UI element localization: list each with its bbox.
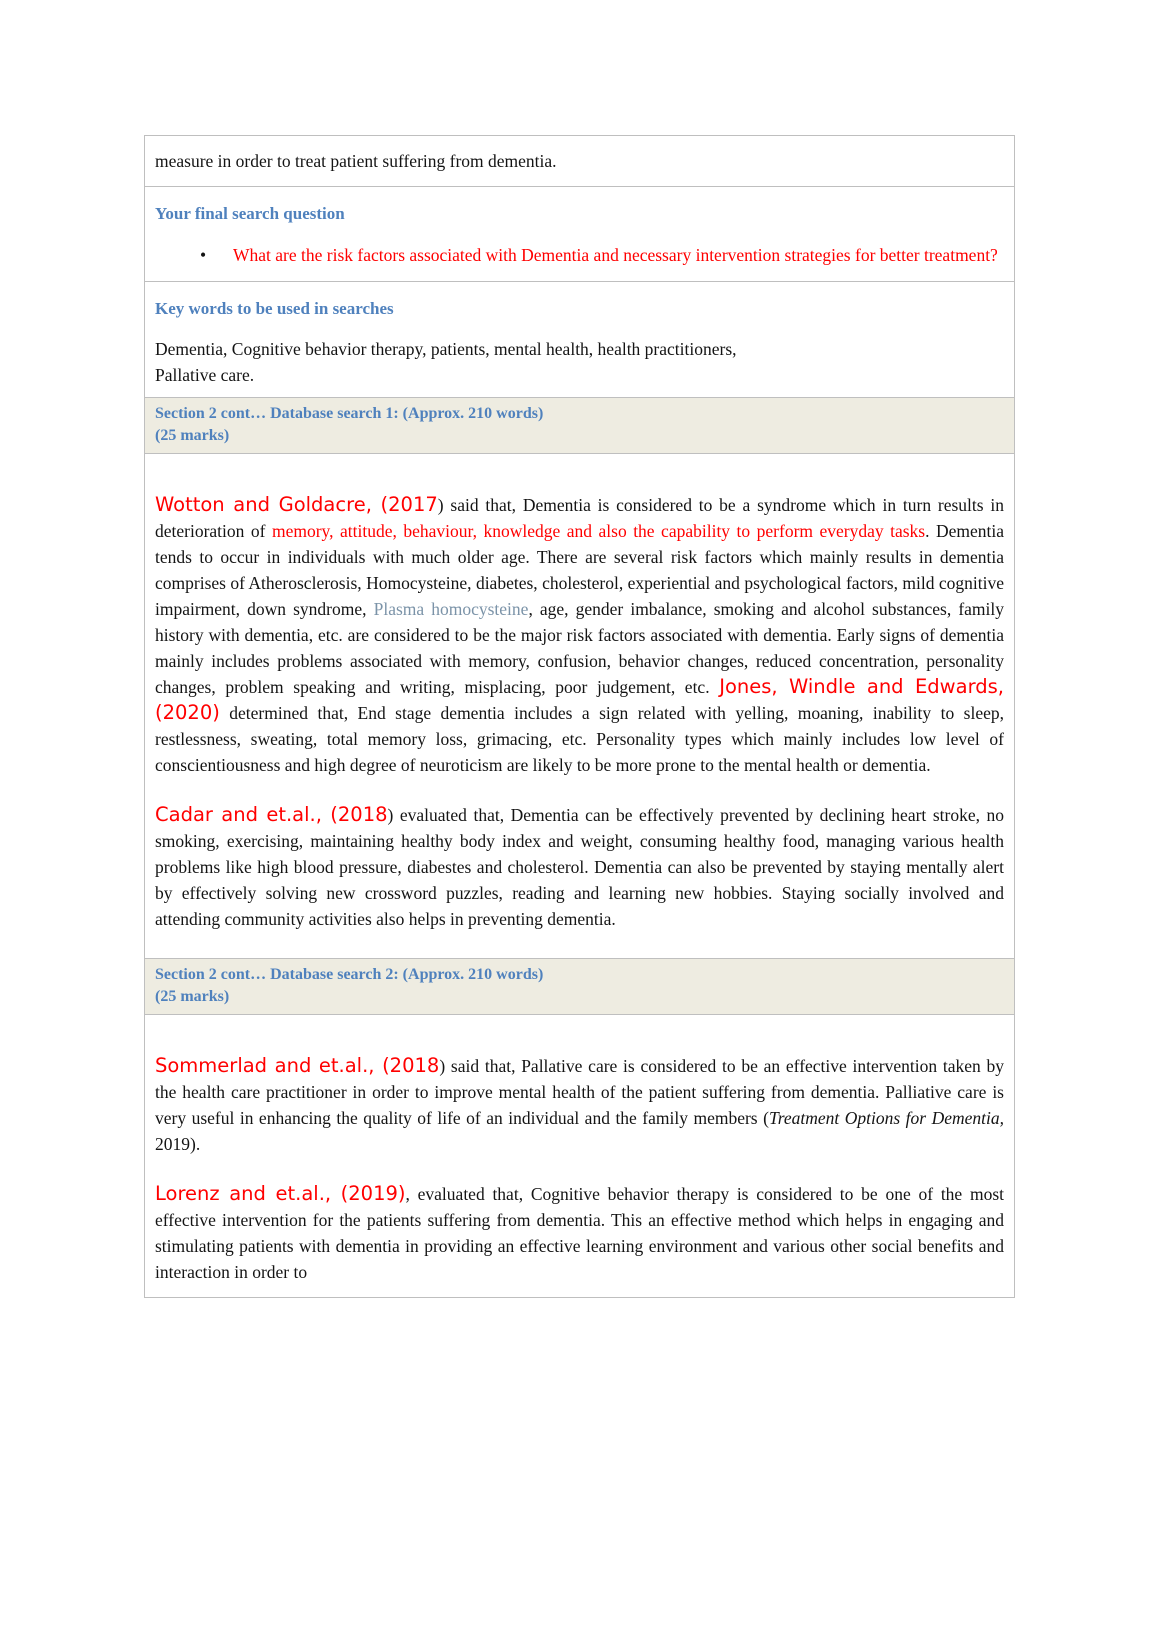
keywords-text xyxy=(155,336,1004,388)
final-question-heading: Your final search question xyxy=(155,204,345,223)
citation-jones-windle-edwards: Jones, Windle and Edwards, (2020) xyxy=(155,675,1004,724)
body-text-segment: determined that, End stage dementia includes a sign related with yelling, moaning, inability to sleep, restlessness, sweating, total memory loss, grimacing, etc. Personality types which mainly includes low level of conscientiousness and high degree of neuroticism are likely to be more prone to the mental health or dementia. xyxy=(155,703,1004,775)
search1-paragraph-1 xyxy=(155,492,1004,778)
keywords-row xyxy=(144,282,1015,398)
citation-lorenz: Lorenz and et.al., (2019) xyxy=(155,1182,406,1205)
assignment-table xyxy=(144,135,1015,1298)
keywords-line-1: Dementia, Cognitive behavior therapy, patients, mental health, health practitioners, xyxy=(155,339,737,359)
red-highlight-segment: memory, attitude, behaviour, knowledge and also the capability to perform everyday tasks xyxy=(271,521,926,541)
body-text-segment: . Dementia tends to occur in individuals with much older age. There are several risk factors which mainly results in dementia comprises of Atherosclerosis, Homocysteine, diabetes, cholesterol, experiential and psychological factors, mild cognitive impairment, down syndrome, xyxy=(155,521,1005,619)
body-text-segment: ) said that, Dementia is considered to be a syndrome which in turn results in deterioration of xyxy=(155,495,1004,541)
search2-paragraph-1 xyxy=(155,1053,1004,1157)
final-question-row xyxy=(144,187,1015,282)
question-text: What are the risk factors associated with Dementia and necessary intervention strategies for better treatment? xyxy=(233,245,998,265)
intro-text-row xyxy=(144,136,1015,187)
search1-paragraph-2 xyxy=(155,802,1004,932)
section-header-search1-marks: (25 marks) xyxy=(155,427,230,444)
body-text-segment: , evaluated that, Cognitive behavior therapy is considered to be one of the most effective intervention for the patients suffering from dementia. This an effective method which helps in engaging and stimulating patients with dementia in providing an effective learning environment and various other social benefits and interaction in order to xyxy=(155,1184,1004,1282)
citation-cadar: Cadar and et.al., (2018 xyxy=(155,803,388,826)
intro-text: measure in order to treat patient suffering from dementia. xyxy=(155,151,557,171)
italic-reference-segment: Treatment Options for Dementia, xyxy=(768,1108,1004,1128)
section-header-search2-title: Section 2 cont… Database search 2: (Approx. 210 words) xyxy=(155,966,544,983)
body-text-segment: ) said that, Pallative care is considered to be an effective intervention taken by the health care practitioner in order to improve mental health of the patient suffering from dementia. Palliative care is very useful in enhancing the quality of life of an individual and the family members ( xyxy=(155,1056,1004,1128)
search2-body-cell xyxy=(144,1015,1015,1298)
body-text-segment: ) evaluated that, Dementia can be effectively prevented by declining heart stroke, no smoking, exercising, maintaining healthy body index and weight, consuming healthy food, managing various health problems like high blood pressure, diabestes and cholesterol. Dementia can also be prevented by staying mentally alert by effectively solving new crossword puzzles, reading and learning new hobbies. Staying socially involved and attending community activities also helps in preventing dementia. xyxy=(155,805,1004,929)
keywords-line-2: Pallative care. xyxy=(155,365,255,385)
section-header-search2-marks: (25 marks) xyxy=(155,988,230,1005)
bullet-icon: • xyxy=(200,245,207,265)
keywords-heading: Key words to be used in searches xyxy=(155,299,394,318)
search2-paragraph-2 xyxy=(155,1181,1004,1285)
section-header-search2 xyxy=(144,959,1015,1015)
question-bullet-item xyxy=(155,242,1004,268)
body-text-segment: , age, gender imbalance, smoking and alcohol substances, family history with dementia, etc. are considered to be the major risk factors associated with dementia. Early signs of dementia mainly includes problems associated with memory, confusion, behavior changes, reduced concentration, personality changes, problem speaking and writing, misplacing, poor judgement, etc. xyxy=(155,599,1005,697)
section-header-search1 xyxy=(144,398,1015,454)
citation-wotton-goldacre: Wotton and Goldacre, (2017 xyxy=(155,493,438,516)
citation-sommerlad: Sommerlad and et.al., (2018 xyxy=(155,1054,440,1077)
gray-highlight-segment: Plasma homocysteine xyxy=(373,599,529,619)
body-text-segment: 2019). xyxy=(155,1134,201,1154)
section-header-search1-title: Section 2 cont… Database search 1: (Approx. 210 words) xyxy=(155,405,544,422)
search1-body-cell xyxy=(144,454,1015,959)
